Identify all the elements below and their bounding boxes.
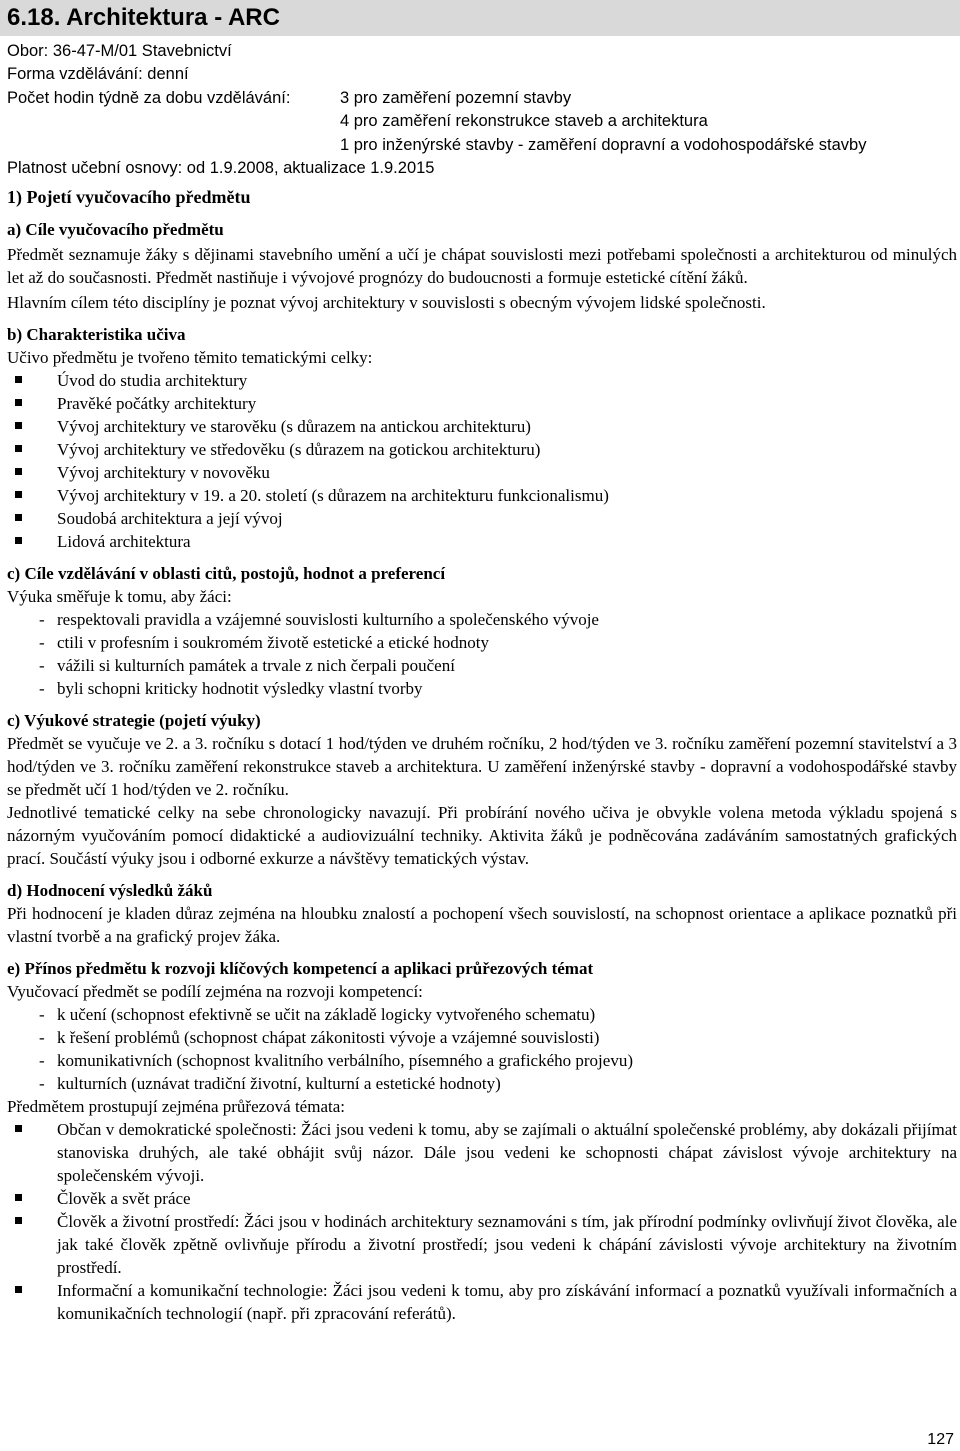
list-item: - respektovali pravidla a vzájemné souvislosti kulturního a společenského vývoje (57, 608, 957, 631)
list-item: - ctili v profesním i soukromém životě estetické a etické hodnoty (57, 631, 957, 654)
subsection-heading-c2: c) Výukové strategie (pojetí výuky) (7, 711, 261, 731)
list-item: Pravěké počátky architektury (57, 392, 957, 415)
meta-hours-row (7, 87, 957, 110)
list-item: Vývoj architektury v 19. a 20. století (s důrazem na architekturu funkcionalismu) (57, 484, 957, 507)
list-item: Informační a komunikační technologie: Žáci jsou vedeni k tomu, aby pro získávání informací a poznatků využívali informačních a komunikačních technologií (např. při zpracování referátů). (57, 1281, 957, 1324)
meta-hours-value: 3 pro zaměření pozemní stavby (340, 88, 572, 107)
paragraph: Předmět se vyučuje ve 2. a 3. ročníku s dotací 1 hod/týden ve druhém ročníku, 2 hod/týden ve 3. ročníku zaměření pozemní stavitelství a 3 hod/týden ve 3. ročníku zaměření rekonstrukce staveb a architektura. U zaměření inženýrské stavby - dopravní a vodohospodářské stavby se předmět učí 1 hod/týden ve 2. ročníku. (7, 734, 957, 800)
list-item: - byli schopni kriticky hodnotit výsledky vlastní tvorby (57, 677, 957, 700)
paragraph: Hlavním cílem této disciplíny je poznat vývoj architektury v souvislosti s obecným vývojem lidské společnosti. (7, 293, 766, 313)
page-title: 6.18. Architektura - ARC (7, 4, 280, 31)
meta-obor: Obor: 36-47-M/01 Stavebnictví (7, 42, 232, 60)
list-item: Člověk a svět práce (57, 1187, 957, 1210)
subsection-heading-a: a) Cíle vyučovacího předmětu (7, 220, 224, 240)
subsection-heading-c1: c) Cíle vzdělávání v oblasti citů, postojů, hodnot a preferencí (7, 564, 446, 584)
paragraph: Jednotlivé tematické celky na sebe chronologicky navazují. Při probírání nového učiva je obvykle volena metoda výkladu spojená s názorným vyučováním pomocí didaktické a audiovizuální techniky. Aktivita žáků je podněcována zadáváním samostatných grafických prací. Součástí výuky jsou i odborné exkurze a návštěvy tematických výstav. (7, 803, 957, 869)
list-item: Úvod do studia architektury (57, 369, 957, 392)
competence-list (7, 1003, 957, 1095)
meta-platnost: Platnost učební osnovy: od 1.9.2008, aktualizace 1.9.2015 (7, 159, 435, 178)
cross-topics-list (7, 1118, 957, 1325)
subsection-heading-e: e) Přínos předmětu k rozvoji klíčových kompetencí a aplikaci průřezových témat (7, 959, 594, 979)
paragraph: Předmět seznamuje žáky s dějinami stavebního umění a učí je chápat souvislosti mezi potřebami společnosti a architekturou od minulých let až do současnosti. Předmět nastiňuje i vývojové prognózy do budoucnosti a formuje estetické cítění žáků. (7, 245, 957, 288)
list-intro: Vyučovací předmět se podílí zejména na rozvoji kompetencí: (7, 982, 423, 1002)
section-title-bar (0, 0, 960, 36)
list-item: Lidová architektura (57, 530, 957, 553)
meta-hours-value: 4 pro zaměření rekonstrukce staveb a architektura (340, 112, 708, 131)
goals-list (7, 608, 957, 700)
meta-forma: Forma vzdělávání: denní (7, 65, 189, 84)
list-intro: Výuka směřuje k tomu, aby žáci: (7, 587, 232, 607)
subsection-heading-d: d) Hodnocení výsledků žáků (7, 881, 213, 901)
list-item: - k učení (schopnost efektivně se učit na základě logicky vytvořeného schematu) (57, 1003, 957, 1026)
list-item: Vývoj architektury ve starověku (s důrazem na antickou architekturu) (57, 415, 957, 438)
list-intro: Učivo předmětu je tvořeno těmito tematickými celky: (7, 348, 373, 368)
paragraph: Při hodnocení je kladen důraz zejména na hloubku znalostí a pochopení všech souvislostí, na schopnost orientace a aplikace poznatků při vlastní tvorbě a na grafický projev žáka. (7, 904, 957, 947)
list-item: Vývoj architektury v novověku (57, 461, 957, 484)
list-item: - k řešení problémů (schopnost chápat zákonitosti vývoje a vzájemné souvislosti) (57, 1026, 957, 1049)
list-item: - kulturních (uznávat tradiční životní, kulturní a estetické hodnoty) (57, 1072, 957, 1095)
list-item: Člověk a životní prostředí: Žáci jsou v hodinách architektury seznamováni s tím, jak přírodní podmínky ovlivňují život člověka, ale jak také člověk zpětně ovlivňuje přírodu a životní prostředí; jsou vedeni k chápání závislosti vývoje architektury na životním prostředí. (57, 1212, 957, 1278)
list-intro: Předmětem prostupují zejména průřezová témata: (7, 1097, 345, 1117)
topic-list (7, 369, 957, 553)
meta-block (7, 40, 957, 180)
list-item: Soudobá architektura a její vývoj (57, 507, 957, 530)
list-item: - komunikativních (schopnost kvalitního verbálního, písemného a grafického projevu) (57, 1049, 957, 1072)
list-item: Občan v demokratické společnosti: Žáci jsou vedeni k tomu, aby se zajímali o aktuální společenské problémy, aby dokázali přijímat stanoviska druhých, ale také obhájit svůj názor. Dále jsou vedeni ke schopnosti chápat závislost vývoje architektury na společenském vývoji. (57, 1120, 957, 1186)
document-body (7, 40, 957, 1325)
list-item: - vážili si kulturních památek a trvale z nich čerpali poučení (57, 654, 957, 677)
meta-hours-label: Počet hodin týdně za dobu vzdělávání: (7, 88, 291, 107)
section-heading: 1) Pojetí vyučovacího předmětu (7, 187, 251, 208)
meta-hours-value: 1 pro inženýrské stavby - zaměření dopravní a vodohospodářské stavby (340, 135, 867, 154)
page-number: 127 (927, 1431, 954, 1448)
subsection-heading-b: b) Charakteristika učiva (7, 325, 186, 345)
list-item: Vývoj architektury ve středověku (s důrazem na gotickou architekturu) (57, 438, 957, 461)
